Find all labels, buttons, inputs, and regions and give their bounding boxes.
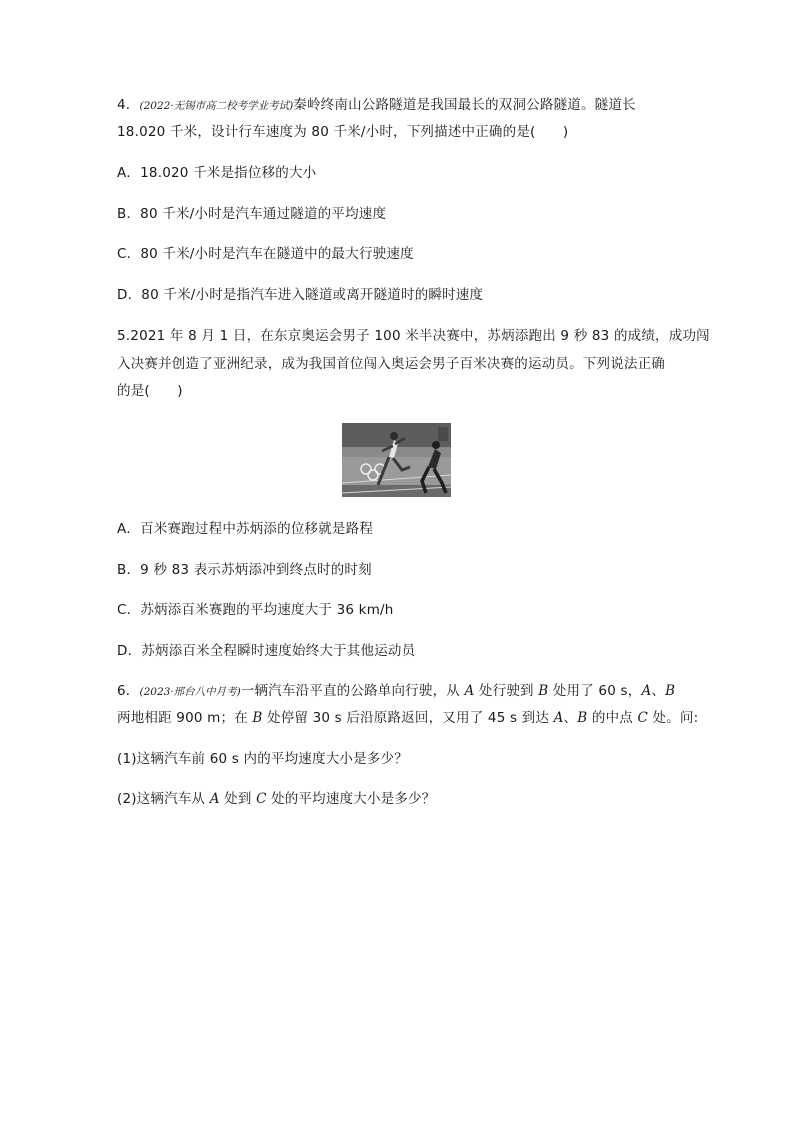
q5-option-d: D．苏炳添百米全程瞬时速度始终大于其他运动员 [117,643,416,659]
var-a: A [553,710,564,726]
q6-text: 两地相距 900 m；在 [117,710,253,726]
q4-option-a: A．18.020 千米是指位移的大小 [117,165,317,181]
var-b: B [577,710,588,726]
q4-option-d: D．80 千米/小时是指汽车进入隧道或离开隧道时的瞬时速度 [117,287,484,303]
q6-text: (2)这辆汽车从 [117,791,210,807]
q5-option-b: B．9 秒 83 表示苏炳添冲到终点时的时刻 [117,562,372,578]
q6-text: 一辆汽车沿平直的公路单向行驶，从 [240,683,465,699]
q6-text: 处的平均速度大小是多少？ [266,791,436,807]
q5-option-a: A．百米赛跑过程中苏炳添的位移就是路程 [117,521,374,537]
q6-stem-line-1 [117,681,675,702]
var-a: A [641,683,652,699]
q4-stem-line-2: 18.020 千米，设计行车速度为 80 千米/小时，下列描述中正确的是( ) [117,124,569,140]
q6-text: 处用了 60 s， [548,683,642,699]
q5-stem-line-1: 5.2021 年 8 月 1 日，在东京奥运会男子 100 米半决赛中，苏炳添跑出 9 秒 83 的成绩，成功闯 [117,328,710,344]
var-c: C [256,791,267,807]
q6-text: 处行驶到 [474,683,539,699]
q4-stem-text: 秦岭终南山公路隧道是我国最长的双洞公路隧道。隧道长 [293,97,636,113]
var-b: B [538,683,549,699]
var-a: A [209,791,220,807]
q6-subquestion-2 [117,789,436,809]
q4-option-b: B．80 千米/小时是汽车通过隧道的平均速度 [117,206,387,222]
q6-stem-line-2 [117,708,698,728]
var-a: A [464,683,475,699]
var-b: B [252,710,263,726]
q5-stem-line-2: 入决赛并创造了亚洲纪录，成为我国首位闯入奥运会男子百米决赛的运动员。下列说法正确 [117,356,665,372]
var-c: C [637,710,648,726]
q6-text: 、 [563,710,578,726]
q6-source: (2023·邢台八中月考) [139,686,241,698]
q6-number: 6． [117,683,140,699]
q4-option-c: C．80 千米/小时是汽车在隧道中的最大行驶速度 [117,246,414,262]
sprinters-photo-art [342,423,451,497]
q4-number: 4． [117,97,140,113]
q5-option-c: C．苏炳添百米赛跑的平均速度大于 36 km/h [117,602,394,618]
q4-stem-line-1 [117,95,636,116]
q6-text: 处。问: [648,710,699,726]
q6-text: 的中点 [587,710,638,726]
q5-stem-line-3: 的是( ) [117,383,183,399]
sprinters-photo [342,423,451,497]
q6-text: 处停留 30 s 后沿原路返回，又用了 45 s 到达 [262,710,554,726]
q6-text: 处到 [219,791,257,807]
q4-source: (2022·无锡市高二校考学业考试) [139,100,294,112]
q6-text: 、 [651,683,666,699]
q6-subquestion-1: (1)这辆汽车前 60 s 内的平均速度大小是多少？ [117,751,408,767]
var-b: B [665,683,676,699]
